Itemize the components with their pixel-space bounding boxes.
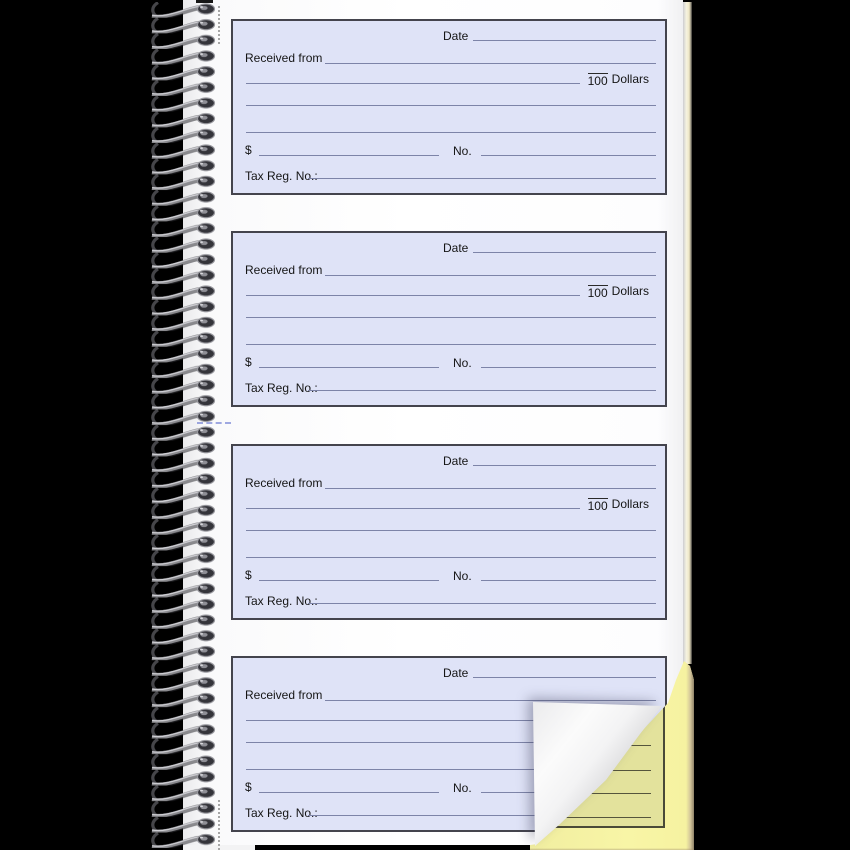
amount-words-line xyxy=(246,295,580,296)
date-line xyxy=(473,40,656,41)
date-label: Date xyxy=(443,454,469,468)
received-from-label: Received from xyxy=(245,476,323,490)
number-label: No. xyxy=(453,569,472,583)
fraction-denominator: 100 xyxy=(587,74,608,88)
date-label: Date xyxy=(443,29,469,43)
tax-reg-line xyxy=(308,390,656,391)
date-label: Date xyxy=(443,666,469,680)
date-line xyxy=(473,465,656,466)
hundred-dollars-label xyxy=(588,73,649,87)
writing-line xyxy=(246,530,656,531)
date-line xyxy=(473,252,656,253)
number-label: No. xyxy=(453,781,472,795)
page-stack-edge xyxy=(683,2,692,664)
fraction-denominator: 100 xyxy=(587,499,608,513)
tax-reg-line xyxy=(308,178,656,179)
received-from-line xyxy=(325,63,656,64)
writing-line xyxy=(246,132,656,133)
carbon-sheet-edge xyxy=(686,656,694,850)
number-line xyxy=(481,580,656,581)
dollars-word: Dollars xyxy=(611,284,649,298)
amount-line xyxy=(259,580,439,581)
dollar-sign-label: $ xyxy=(245,355,252,369)
spiral-binding xyxy=(148,2,226,848)
dollar-sign-label: $ xyxy=(245,143,252,157)
number-line xyxy=(481,155,656,156)
amount-words-line xyxy=(246,508,580,509)
writing-line xyxy=(246,344,656,345)
amount-words-line xyxy=(246,83,580,84)
number-label: No. xyxy=(453,144,472,158)
page-curl xyxy=(528,698,670,848)
writing-line xyxy=(246,317,656,318)
received-from-line xyxy=(325,275,656,276)
number-line xyxy=(481,367,656,368)
page-curl-underside xyxy=(528,698,670,848)
receipt-form-2 xyxy=(231,231,667,407)
writing-line xyxy=(246,557,656,558)
amount-line xyxy=(259,367,439,368)
tax-reg-label: Tax Reg. No.: xyxy=(245,806,318,820)
tax-reg-label: Tax Reg. No.: xyxy=(245,169,318,183)
tax-reg-label: Tax Reg. No.: xyxy=(245,594,318,608)
coil-icon xyxy=(148,2,226,848)
receipt-form-3 xyxy=(231,444,667,620)
dollar-sign-label: $ xyxy=(245,568,252,582)
dollars-word: Dollars xyxy=(611,72,649,86)
received-from-label: Received from xyxy=(245,688,323,702)
date-line xyxy=(473,677,656,678)
dollars-word: Dollars xyxy=(611,497,649,511)
dollar-sign-label: $ xyxy=(245,780,252,794)
number-label: No. xyxy=(453,356,472,370)
tax-reg-line xyxy=(308,603,656,604)
received-from-label: Received from xyxy=(245,263,323,277)
date-label: Date xyxy=(443,241,469,255)
writing-line xyxy=(246,105,656,106)
hundred-dollars-label xyxy=(588,498,649,512)
amount-line xyxy=(259,155,439,156)
tax-reg-label: Tax Reg. No.: xyxy=(245,381,318,395)
received-from-label: Received from xyxy=(245,51,323,65)
fraction-denominator: 100 xyxy=(587,286,608,300)
received-from-line xyxy=(325,488,656,489)
receipt-form-1 xyxy=(231,19,667,195)
hundred-dollars-label xyxy=(588,285,649,299)
amount-line xyxy=(259,792,439,793)
